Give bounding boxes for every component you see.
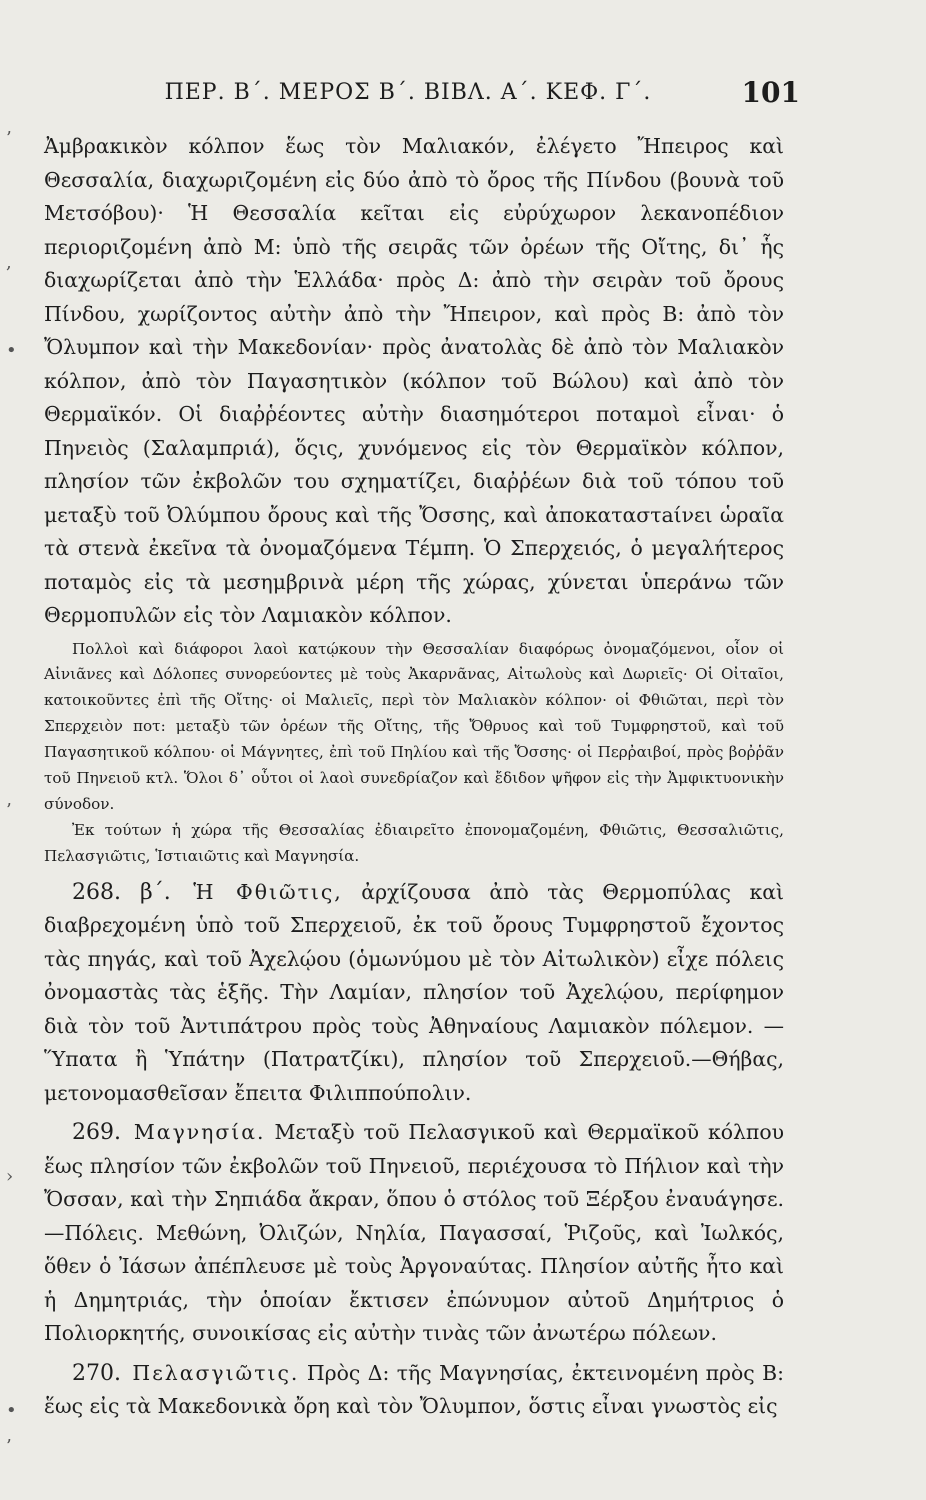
section-270-text: Πρὸς Δ: τῆς Μαγνησίας, ἐκτεινομένη πρὸς Β: ἕως εἰς τὰ Μακεδονικὰ ὄρη καὶ τὸν Ὄλυμπον, ὅστις εἶναι γνωστὸς εἰς bbox=[44, 1360, 784, 1419]
margin-mark-4: ’ bbox=[6, 800, 12, 821]
section-268 bbox=[44, 876, 784, 1111]
margin-mark-5: › bbox=[6, 1166, 14, 1187]
paragraph-thessaly: Ἀμβρακικὸν κόλπον ἕως τὸν Μαλιακόν, ἐλέγετο Ἤπειρος καὶ Θεσσαλία, διαχωριζομένη εἰς δύο ἀπὸ τὸ ὄρος τῆς Πίνδου (βουνὰ τοῦ Μετσόβου)· Ἡ Θεσσαλία κεῖται εἰς εὐρύχωρον λεκανοπέδιον περιοριζομένη ἀπὸ Μ: ὑπὸ τῆς σειρᾶς τῶν ὀρέων τῆς Οἴτης, δι᾽ ἧς διαχωρίζεται ἀπὸ τὴν Ἑλλάδα· πρὸς Δ: ἀπὸ τὴν σειρὰν τοῦ ὄρους Πίνδου, χωρίζοντος αὐτὴν ἀπὸ τὴν Ἤπειρον, καὶ πρὸς Β: ἀπὸ τὸν Ὄλυμπον καὶ τὴν Μακεδονίαν· πρὸς ἀνατολὰς δὲ ἀπὸ τὸν Μαλιακὸν κόλπον, ἀπὸ τὸν Παγασητικὸν (κόλπον τοῦ Βώλου) καὶ ἀπὸ τὸν Θερμαϊκόν. Οἱ διαῤῥέοντες αὐτὴν διασημότεροι ποταμοὶ εἶναι· ὁ Πηνειὸς (Σαλαμπριά), ὅςις, χυνόμενος εἰς τὸν Θερμαϊκὸν κόλπον, πλησίον τῶν ἐκβολῶν του σχηματίζει, διαῤῥέων διὰ τοῦ τόπου τοῦ μεταξὺ τοῦ Ὀλύμπου ὄρους καὶ τῆς Ὄσσης, καὶ ἀποκαταστaίνει ὡραῖα τὰ στενὰ ἐκεῖνα τὰ ὀνομαζόμενα Τέμπη. Ὁ Σπερχειός, ὁ μεγαλήτερος ποταμὸς εἰς τὰ μεσημβρινὰ μέρη τῆς χώρας, χύνεται ὑπεράνω τῶν Θερμοπυλῶν εἰς τὸν Λαμιακὸν κόλπον. bbox=[44, 134, 784, 627]
section-268-number: 268. β΄. bbox=[72, 879, 171, 905]
section-270 bbox=[44, 1357, 784, 1424]
section-269-heading: Μαγνησία. bbox=[133, 1120, 266, 1145]
page-number: 101 bbox=[741, 76, 800, 109]
page-body bbox=[44, 130, 784, 1424]
margin-mark-2: , bbox=[6, 252, 12, 273]
section-269-number: 269. bbox=[72, 1120, 121, 1146]
section-268-text: ἀρχίζουσα ἀπὸ τὰς Θερμοπύλας καὶ διαβρεχομένη ὑπὸ τοῦ Σπερχειοῦ, ἐκ τοῦ ὄρους Τυμφρηστοῦ ἔχοντος τὰς πηγάς, καὶ τοῦ Ἀχελῴου (ὁμωνύμου μὲ τὸν Αἰτωλικὸν) εἶχε πόλεις ὀνομαστὰς τὰς ἑξῆς. Τὴν Λαμίαν, πλησίον τοῦ Ἀχελῴου, περίφημον διὰ τὸν τοῦ Ἀντιπάτρου πρὸς τοὺς Ἀθηναίους Λαμιακὸν πόλεμον. — Ὕπατα ἢ Ὑπάτην (Πατρατζίκι), πλησίον τοῦ Σπερχειοῦ.—Θήβας, μετονομασθεῖσαν ἔπειτα Φιλιππούπολιν. bbox=[44, 879, 784, 1105]
margin-mark-6: • bbox=[6, 1400, 17, 1421]
running-title: ΠΕΡ. Β΄. ΜΕΡΟΣ Β΄. ΒΙΒΛ. Α΄. ΚΕΦ. Γ΄. bbox=[164, 80, 652, 105]
section-270-heading: Πελασγιῶτις. bbox=[132, 1360, 300, 1385]
section-269 bbox=[44, 1116, 784, 1351]
footnote-divisions: Ἐκ τούτων ἡ χώρα τῆς Θεσσαλίας ἐδιαιρεῖτο ἐπονομαζομένη, Φθιῶτις, Θεσσαλιῶτις, Πελασγιῶτις, Ἱστιαιῶτις καὶ Μαγνησία. bbox=[44, 820, 784, 865]
section-268-heading: Ἡ Φθιῶτις, bbox=[193, 879, 343, 904]
margin-mark-3: • bbox=[6, 340, 17, 361]
section-269-text: Μεταξὺ τοῦ Πελασγικοῦ καὶ Θερμαϊκοῦ κόλπου ἕως πλησίον τῶν ἐκβολῶν τοῦ Πηνειοῦ, περιέχουσα τὸ Πήλιον καὶ τὴν Ὄσσαν, καὶ τὴν Σηπιάδα ἄκραν, ὅπου ὁ στόλος τοῦ Ξέρξου ἐναυάγησε. —Πόλεις. Μεθώνη, Ὀλιζών, Νηλία, Παγασσαί, Ῥιζοῦς, καὶ Ἰωλκός, ὅθεν ὁ Ἰάσων ἀπέπλευσε μὲ τοὺς Ἀργοναύτας. Πλησίον αὐτῆς ἦτο καὶ ἡ Δημητριάς, τὴν ὁποίαν ἔκτισεν ἐπώνυμον αὐτοῦ Δημήτριος ὁ Πολιορκητής, συνοικίσας εἰς αὐτὴν τινὰς τῶν ἀνωτέρω πόλεων. bbox=[44, 1120, 784, 1346]
margin-mark-7: ’ bbox=[6, 1436, 12, 1457]
section-270-number: 270. bbox=[72, 1360, 121, 1386]
footnote-peoples: Πολλοὶ καὶ διάφοροι λαοὶ κατῴκουν τὴν Θεσσαλίαν διαφόρως ὀνομαζόμενοι, οἷον οἱ Αἰνιᾶνες καὶ Δόλοπες συνορεύοντες μὲ τοὺς Ἀκαρνᾶνας, Αἰτωλοὺς καὶ Δωριεῖς· Οἱ Οἰταῖοι, κατοικοῦντες ἐπὶ τῆς Οἴτης· οἱ Μαλιεῖς, περὶ τὸν Μαλιακὸν κόλπον· οἱ Φθιῶται, περὶ τὸν Σπερχειὸν ποτ: μεταξὺ τῶν ὀρέων τῆς Οἴτης, τῆς Ὄθρυος καὶ τοῦ Τυμφρηστοῦ, καὶ τοῦ Παγασητικοῦ κόλπου· οἱ Μάγνητες, ἐπὶ τοῦ Πηλίου καὶ τῆς Ὄσσης· οἱ Περῤαιβοί, πρὸς βοῤῥᾶν τοῦ Πηνειοῦ κτλ. Ὅλοι δ᾽ οὗτοι οἱ λαοὶ συνεδρίαζον καὶ ἔδιδον ψῆφον εἰς τὴν Ἀμφικτυονικὴν σύνοδον. bbox=[44, 639, 784, 813]
margin-mark-1: ’ bbox=[6, 128, 12, 149]
